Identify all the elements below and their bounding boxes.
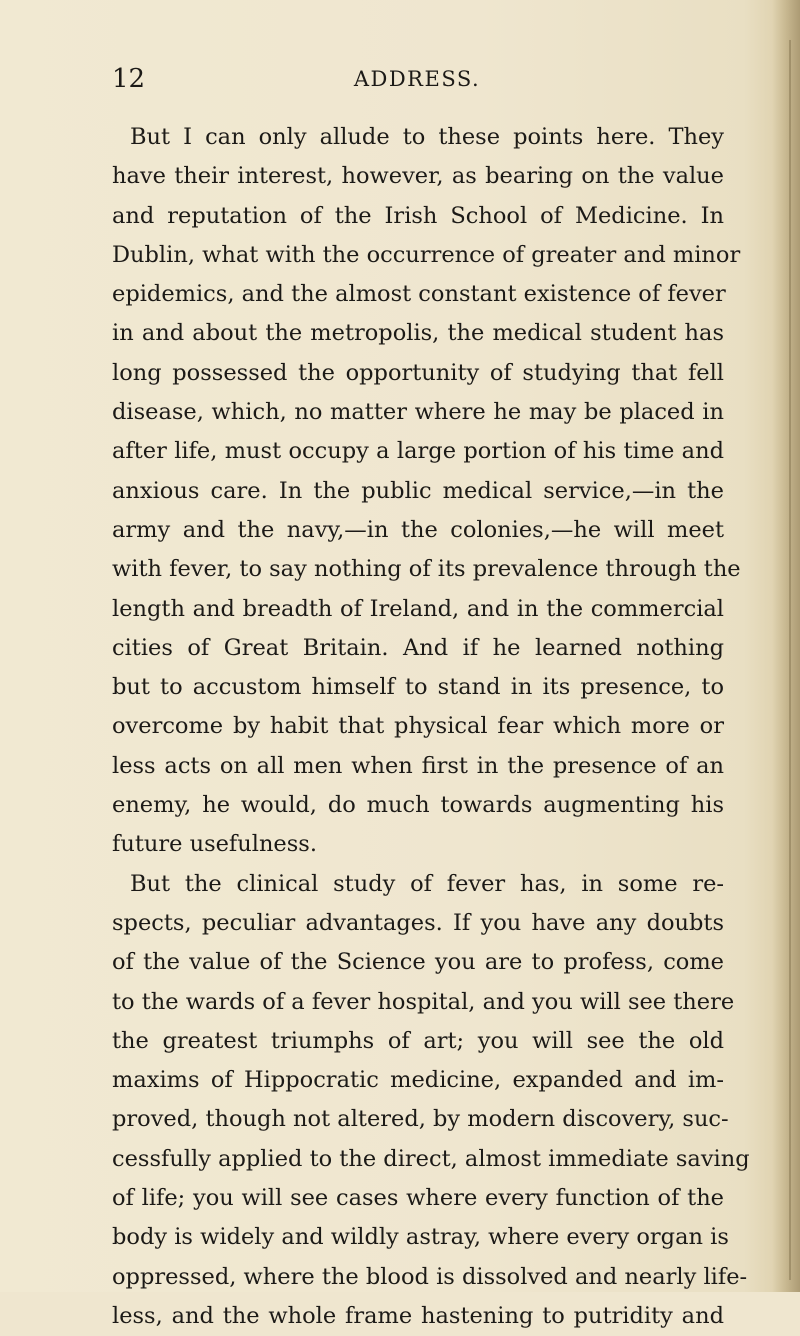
text-line: future usefulness.	[112, 831, 317, 858]
text-line: long possessed the opportunity of studying that fell	[112, 359, 724, 386]
body-text	[112, 118, 750, 1336]
text-line: proved, though not altered, by modern discovery, suc-	[112, 1106, 729, 1133]
text-line: of life; you will see cases where every function of the	[112, 1185, 724, 1212]
text-line: overcome by habit that physical fear which more or	[112, 713, 724, 740]
text-line: oppressed, where the blood is dissolved and nearly life-	[112, 1263, 748, 1290]
text-line: with fever, to say nothing of its prevalence through the	[112, 556, 741, 583]
text-line: But the clinical study of fever has, in some re-	[130, 870, 724, 897]
page-edge-shadow	[772, 0, 800, 1292]
page-number: 12	[112, 64, 146, 94]
text-line: maxims of Hippocratic medicine, expanded and im-	[112, 1067, 724, 1094]
text-line: enemy, he would, do much towards augmenting his	[112, 792, 724, 819]
text-line: body is widely and wildly astray, where every organ is	[112, 1224, 729, 1251]
text-line: Dublin, what with the occurrence of greater and minor	[112, 241, 741, 268]
text-line: disease, which, no matter where he may be placed in	[112, 399, 724, 426]
text-line: the greatest triumphs of art; you will see the old	[112, 1027, 724, 1054]
running-head: ADDRESS.	[353, 67, 481, 91]
text-line: army and the navy,—in the colonies,—he will meet	[112, 516, 724, 543]
text-line: but to accustom himself to stand in its presence, to	[112, 674, 724, 701]
text-line: to the wards of a fever hospital, and you will see there	[112, 988, 735, 1015]
text-line: after life, must occupy a large portion of his time and	[112, 438, 724, 465]
text-line: length and breadth of Ireland, and in the commercial	[112, 595, 724, 622]
text-line: have their interest, however, as bearing on the value	[112, 163, 724, 190]
page-edge-line	[789, 40, 791, 1280]
text-line: less acts on all men when first in the presence of an	[112, 752, 724, 779]
text-line: spects, peculiar advantages. If you have any doubts	[112, 909, 724, 936]
text-line: anxious care. In the public medical service,—in the	[112, 477, 724, 504]
text-line: of the value of the Science you are to profess, come	[112, 949, 724, 976]
text-line: But I can only allude to these points here. They	[130, 124, 724, 150]
page-header	[112, 64, 712, 98]
text-line: cessfully applied to the direct, almost immediate saving	[112, 1145, 750, 1172]
text-line: less, and the whole frame hastening to putridity and	[112, 1302, 724, 1329]
text-line: epidemics, and the almost constant existence of fever	[112, 281, 726, 308]
text-line: in and about the metropolis, the medical student has	[112, 320, 724, 347]
text-line: and reputation of the Irish School of Medicine. In	[112, 202, 724, 229]
text-line: cities of Great Britain. And if he learned nothing	[112, 634, 724, 661]
